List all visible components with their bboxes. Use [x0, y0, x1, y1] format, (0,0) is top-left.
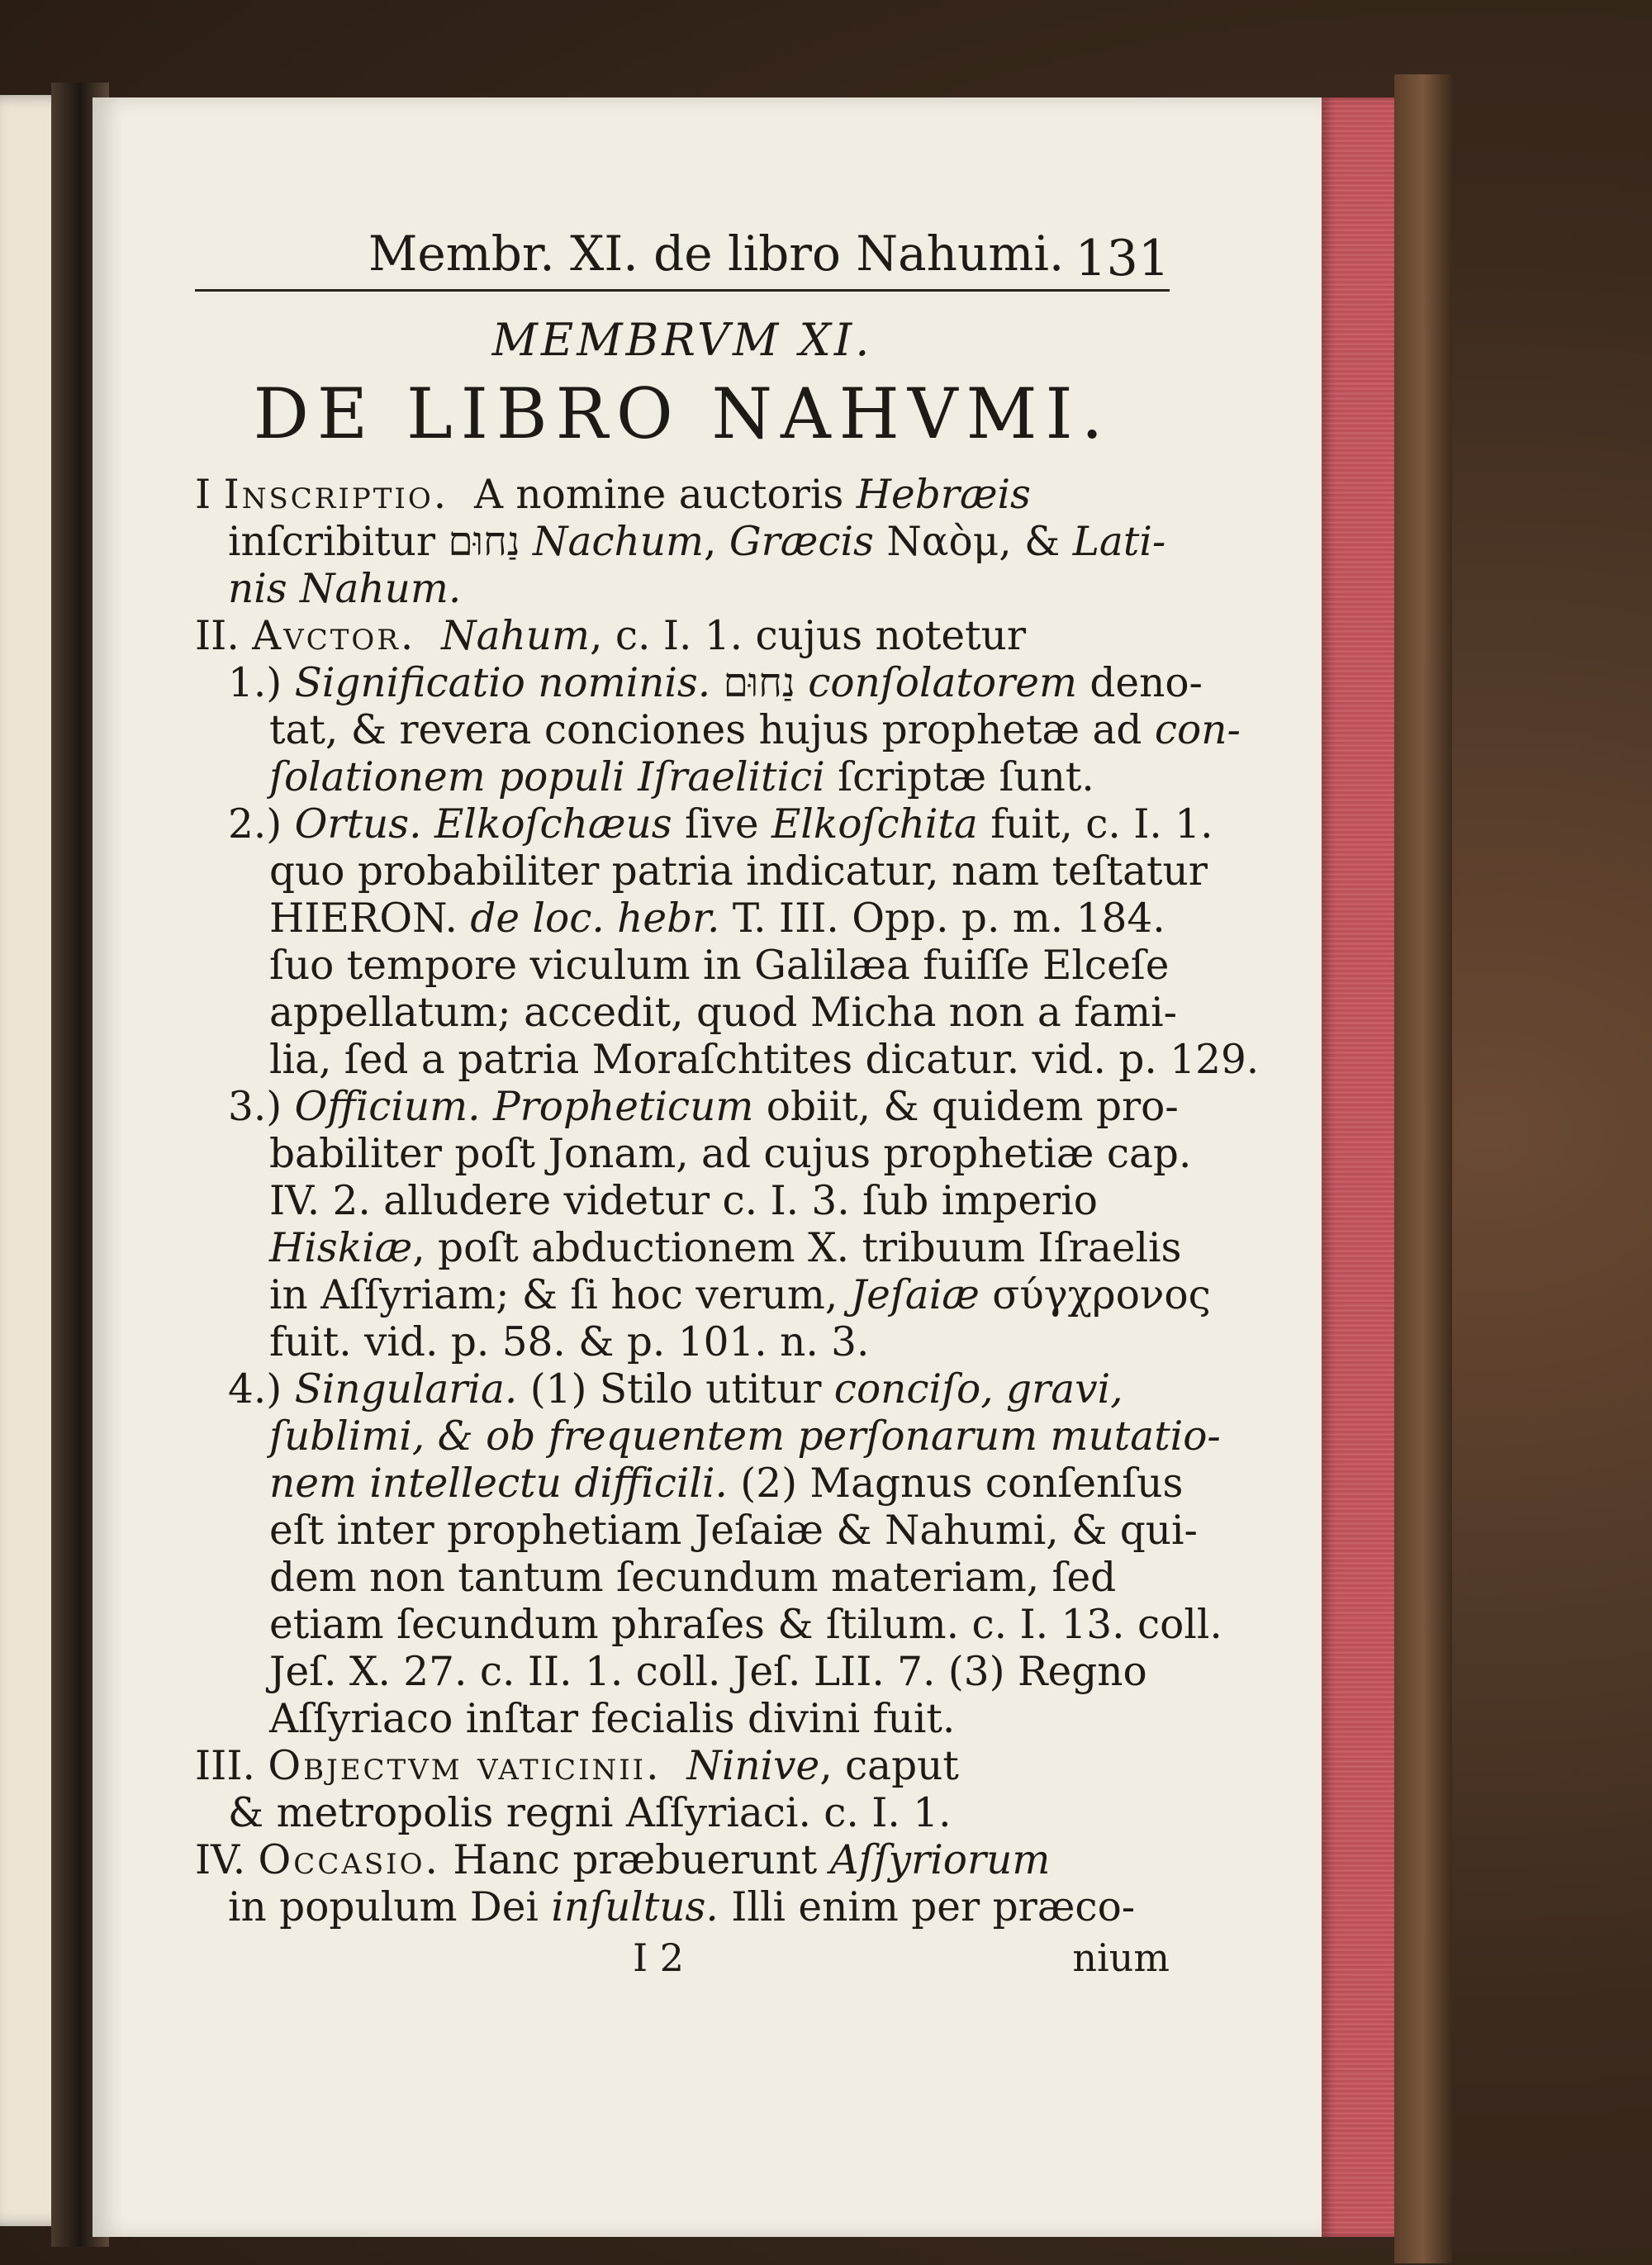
running-head [195, 207, 1170, 285]
page-footer [195, 1935, 1170, 1981]
text-line: ſuo tempore viculum in Galilæa fuiſſe Elceſe [269, 943, 1170, 989]
text-line: & metropolis regni Aſſyriaci. c. I. 1. [228, 1790, 952, 1836]
text-line: etiam ſecundum phraſes & ſtilum. c. I. 13. coll. [269, 1602, 1222, 1648]
text-line: appellatum; accedit, quod Micha non a fami- [269, 990, 1177, 1036]
text-line: IV. Occasio. Hanc præbuerunt Aſſyriorum [195, 1837, 1051, 1883]
page-number: 131 [1075, 230, 1170, 287]
text-line: eſt inter prophetiam Jeſaiæ & Nahumi, & qui- [269, 1508, 1198, 1554]
text-line: ſublimi, & ob frequentem perſonarum mutatio- [269, 1413, 1221, 1460]
text-line: nis Nahum. [228, 566, 462, 612]
text-line: inſcribitur נַחוּם Nachum, Græcis Ναὸμ, & Lati- [228, 519, 1166, 565]
text-line: 1.) Significatio nominis. נַחוּם conſolatorem deno- [228, 660, 1203, 706]
text-line: Jeſ. X. 27. c. II. 1. coll. Jeſ. LII. 7. (3) Regno [269, 1649, 1147, 1695]
text-line: in Aſſyriam; & ſi hoc verum, Jeſaiæ σύγχρονος [269, 1272, 1211, 1318]
text-line: IV. 2. alludere videtur c. I. 3. ſub imperio [269, 1178, 1098, 1224]
text-line: quo probabiliter patria indicatur, nam teſtatur [269, 848, 1208, 895]
text-line: 3.) Officium. Propheticum obiit, & quidem pro- [228, 1084, 1179, 1130]
text-line: nem intellectu difficili. (2) Magnus conſenſus [269, 1460, 1184, 1507]
text-line: Aſſyriaco inſtar fecialis divini fuit. [269, 1696, 956, 1742]
member-label: MEMBRVM XI. [491, 314, 873, 366]
text-line: lia, ſed a patria Moraſchtites dicatur. vid. p. 129. [269, 1037, 1260, 1083]
text-line: 2.) Ortus. Elkoſchæus ſive Elkoſchita fuit, c. I. 1. [228, 801, 1213, 848]
header-rule [195, 289, 1170, 292]
section-title: DE LIBRO NAHVMI. [253, 373, 1112, 454]
text-line: ſolationem populi Iſraelitici ſcriptæ ſunt. [269, 754, 1094, 800]
book-board [1394, 74, 1452, 2263]
text-line: dem non tantum ſecundum materiam, ſed [269, 1555, 1117, 1601]
red-page-edges [1322, 97, 1394, 2237]
text-line: tat, & revera conciones hujus prophetæ ad con- [269, 707, 1241, 753]
text-line: Hiskiæ, poſt abductionem X. tribuum Iſraelis [269, 1225, 1182, 1271]
page-text [195, 207, 1260, 1981]
text-line: fuit. vid. p. 58. & p. 101. n. 3. [269, 1319, 870, 1365]
text-line: 4.) Singularia. (1) Stilo utitur conciſo, gravi, [228, 1366, 1123, 1413]
text-line: II. Avctor. Nahum, c. I. 1. cujus notetur [195, 613, 1027, 659]
catchword: nium [1072, 1935, 1170, 1980]
text-line: III. Objectvm vaticinii. Ninive, caput [195, 1743, 959, 1789]
text-line: I Inscriptio. A nomine auctoris Hebræis [195, 472, 1031, 518]
text-line: in populum Dei inſultus. Illi enim per præco- [228, 1884, 1136, 1930]
text-line: babiliter poſt Jonam, ad cujus prophetiæ cap. [269, 1131, 1192, 1177]
signature-mark: I 2 [633, 1935, 685, 1980]
text-line: HIERON. de loc. hebr. T. III. Opp. p. m. 184. [269, 895, 1165, 942]
running-title: Membr. XI. de libro Nahumi. [368, 226, 1065, 282]
